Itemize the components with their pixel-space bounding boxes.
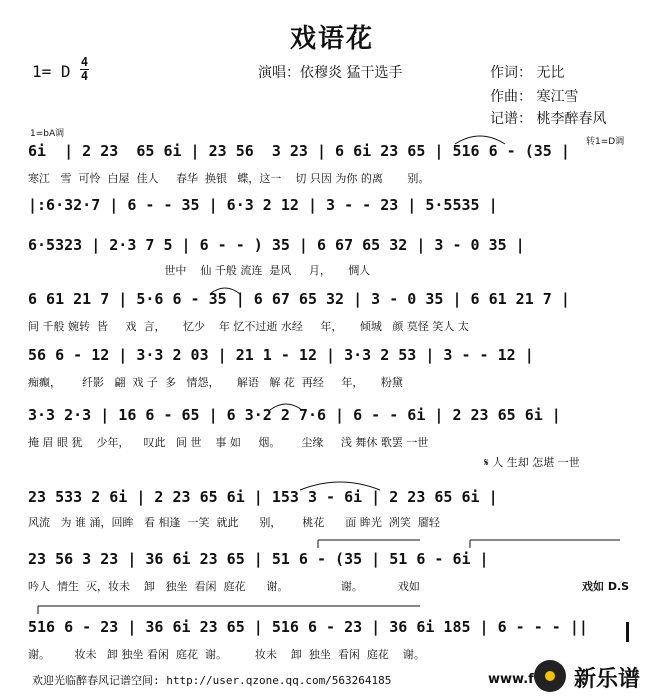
notation-row-9: 516 6 - 23 | 36 6i 23 65 | 516 6 - 23 | 36 6i 185 | 6 - - - || — [28, 618, 588, 636]
lyrics-row-5: 痴癫， 纤影 翩 戏 子 多 情怨， 解语 解 花 再经 年， 粉黛 — [28, 376, 403, 389]
notation-row-7: 23 533 2 6i | 2 23 65 6i | 153 3 - 6i | 2 23 65 6i | — [28, 488, 498, 506]
lyrics-row-3: 世中 仙 千般 流连 是风 月， 惆人 — [28, 264, 371, 277]
lyrics-row-9: 谢。 妆未 卸 独坐 看闲 庭花 谢。 妆未 卸 独坐 看闲 庭花 谢。 — [28, 648, 425, 661]
lyrics-row-1: 寒江 雪 可怜 白屋 佳人 春华 换银 蝶，这一 切 只因 为你 的离 别。 — [28, 172, 430, 185]
notation-row-3: 6·5323 | 2·3 7 5 | 6 - - ) 35 | 6 67 65 32 | 3 - 0 35 | — [28, 236, 525, 254]
composer-credit: 作曲： 寒江雪 — [490, 89, 579, 105]
notation-row-8: 23 56 3 23 | 36 6i 23 65 | 51 6 - (35 | 51 6 - 6i | — [28, 550, 489, 568]
notation-row-1: 6i | 2 23 65 6i | 23 56 3 23 | 6 6i 23 65 | 516 6 - (35 | — [28, 142, 570, 160]
notation-row-5: 56 6 - 12 | 3·3 2 03 | 21 1 - 12 | 3·3 2 53 | 3 - - 12 | — [28, 346, 534, 364]
song-title: 戏语花 — [289, 24, 374, 54]
notation-row-4: 6 61 21 7 | 5·6 6 - 35 | 6 67 65 32 | 3 - 0 35 | 6 61 21 7 | — [28, 290, 570, 308]
key-change-mark: 1=bA调 — [30, 129, 65, 139]
lyrics-row-6-second-verse: 𝄋 人 生却 怎堪 一世 — [484, 456, 580, 469]
lyrics-row-6: 掩 眉 眼 犹 少年， 叹此 间 世 事 如 烟。 尘缘 浅 舞休 歌罢 一世 — [28, 436, 429, 449]
lyrics-row-7: 风流 为 谁 涌，回眸 看 相逢 一笑 就此 别， 桃花 面 眸光 冽笑 靥轻 — [28, 516, 440, 529]
ds-mark: 戏如 D.S — [582, 580, 630, 593]
singer-credit: 演唱：依穆炎 猛干选手 — [258, 65, 403, 81]
lyricist-credit: 作词： 无比 — [490, 65, 565, 81]
site-logo — [534, 658, 658, 694]
key-change-mark-2: 转1=D调 — [586, 137, 625, 147]
time-denominator: 4 — [80, 69, 89, 83]
notation-credit: 记谱： 桃李醉春风 — [490, 111, 607, 127]
notation-row-6: 3·3 2·3 | 16 6 - 65 | 6 3·2 2 7·6 | 6 - - 6i | 2 23 65 6i | — [28, 406, 561, 424]
logo-text: 新乐谱 — [574, 667, 641, 692]
lyrics-row-8: 吟人 情生 灭，妆未 卸 独坐 看闲 庭花 谢。 谢。 戏如 — [28, 580, 420, 593]
key-signature: 1= D — [32, 62, 71, 81]
footer-credit: 欢迎光临醉春风记谱空间: http://user.qzone.qq.com/563264185 — [32, 674, 392, 687]
watermark-text: www.f — [488, 672, 534, 687]
notation-row-2: |:6·32·7 | 6 - - 35 | 6·3 2 12 | 3 - - 23 | 5·5535 | — [28, 196, 498, 214]
lyrics-row-4: 间 千般 婉转 皆 戏 言， 忆少 年 忆不过逝 水经 年， 倾城 颜 莫怪 笑人 太 — [28, 320, 469, 333]
time-numerator: 4 — [80, 55, 89, 69]
record-disc-icon — [534, 660, 566, 692]
